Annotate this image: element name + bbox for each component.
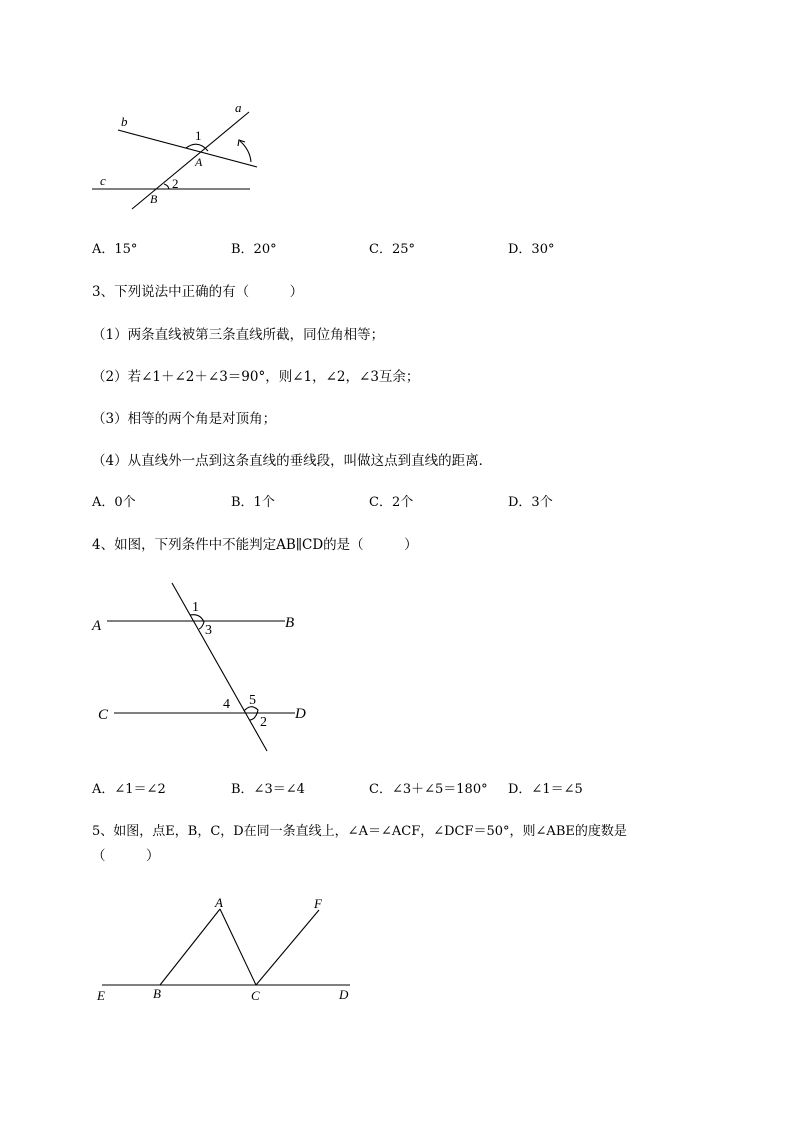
label-4: 4 — [223, 697, 230, 712]
label-C: C — [98, 707, 109, 723]
q5-stem: 5、如图，点E，B，C，D在同一条直线上，∠A＝∠ACF，∠DCF＝50°，则∠ABE的度数是 — [92, 824, 627, 839]
q3-option-a: A．0个 — [92, 495, 136, 510]
label-2: 2 — [260, 715, 267, 730]
q2-option-a: A．15° — [92, 242, 138, 257]
label-E: E — [97, 988, 105, 1003]
segment-AC — [220, 909, 256, 985]
q2-option-b: B．20° — [231, 242, 277, 257]
q4-option-d: D．∠1＝∠5 — [508, 782, 583, 797]
q3-option-d: D．3个 — [508, 495, 553, 510]
q4-stem: 4、如图，下列条件中不能判定AB∥CD的是（ ） — [92, 537, 418, 553]
q3-stem: 3、下列说法中正确的有（ ） — [92, 284, 304, 300]
label-1: 1 — [195, 128, 202, 143]
label-5: 5 — [249, 693, 256, 708]
label-b: b — [121, 114, 128, 129]
label-B: B — [153, 986, 161, 1001]
q5-stem-continued: （ ） — [92, 848, 160, 864]
q4-option-c: C．∠3＋∠5＝180° — [369, 782, 488, 797]
q2-option-c: C．25° — [369, 242, 415, 257]
segment-CF — [256, 910, 319, 985]
label-3: 3 — [205, 623, 212, 638]
label-D: D — [339, 987, 349, 1002]
label-D: D — [295, 706, 306, 722]
q3-item-4: （4）从直线外一点到这条直线的垂线段，叫做这点到直线的距离． — [92, 453, 493, 469]
q2-option-d: D．30° — [508, 242, 555, 257]
label-C: C — [251, 988, 260, 1003]
q4-option-b: B．∠3＝∠4 — [231, 782, 305, 797]
label-point-A: A — [195, 155, 203, 169]
label-A: A — [92, 618, 102, 634]
label-point-B: B — [150, 192, 158, 206]
label-F: F — [314, 896, 322, 911]
label-A: A — [215, 895, 223, 910]
q3-item-2: （2）若∠1＋∠2＋∠3＝90°，则∠1，∠2，∠3互余； — [92, 369, 420, 385]
q3-option-c: C．2个 — [369, 495, 414, 510]
q4-option-a: A．∠1＝∠2 — [92, 782, 166, 797]
label-B: B — [285, 615, 295, 631]
q3-item-1: （1）两条直线被第三条直线所截，同位角相等； — [92, 327, 385, 343]
label-1: 1 — [192, 600, 199, 615]
label-2: 2 — [172, 176, 179, 191]
q3-option-b: B．1个 — [231, 495, 275, 510]
q3-item-3: （3）相等的两个角是对顶角； — [92, 411, 277, 427]
label-a: a — [235, 100, 242, 115]
segment-BA — [160, 909, 220, 985]
label-c: c — [100, 173, 106, 188]
